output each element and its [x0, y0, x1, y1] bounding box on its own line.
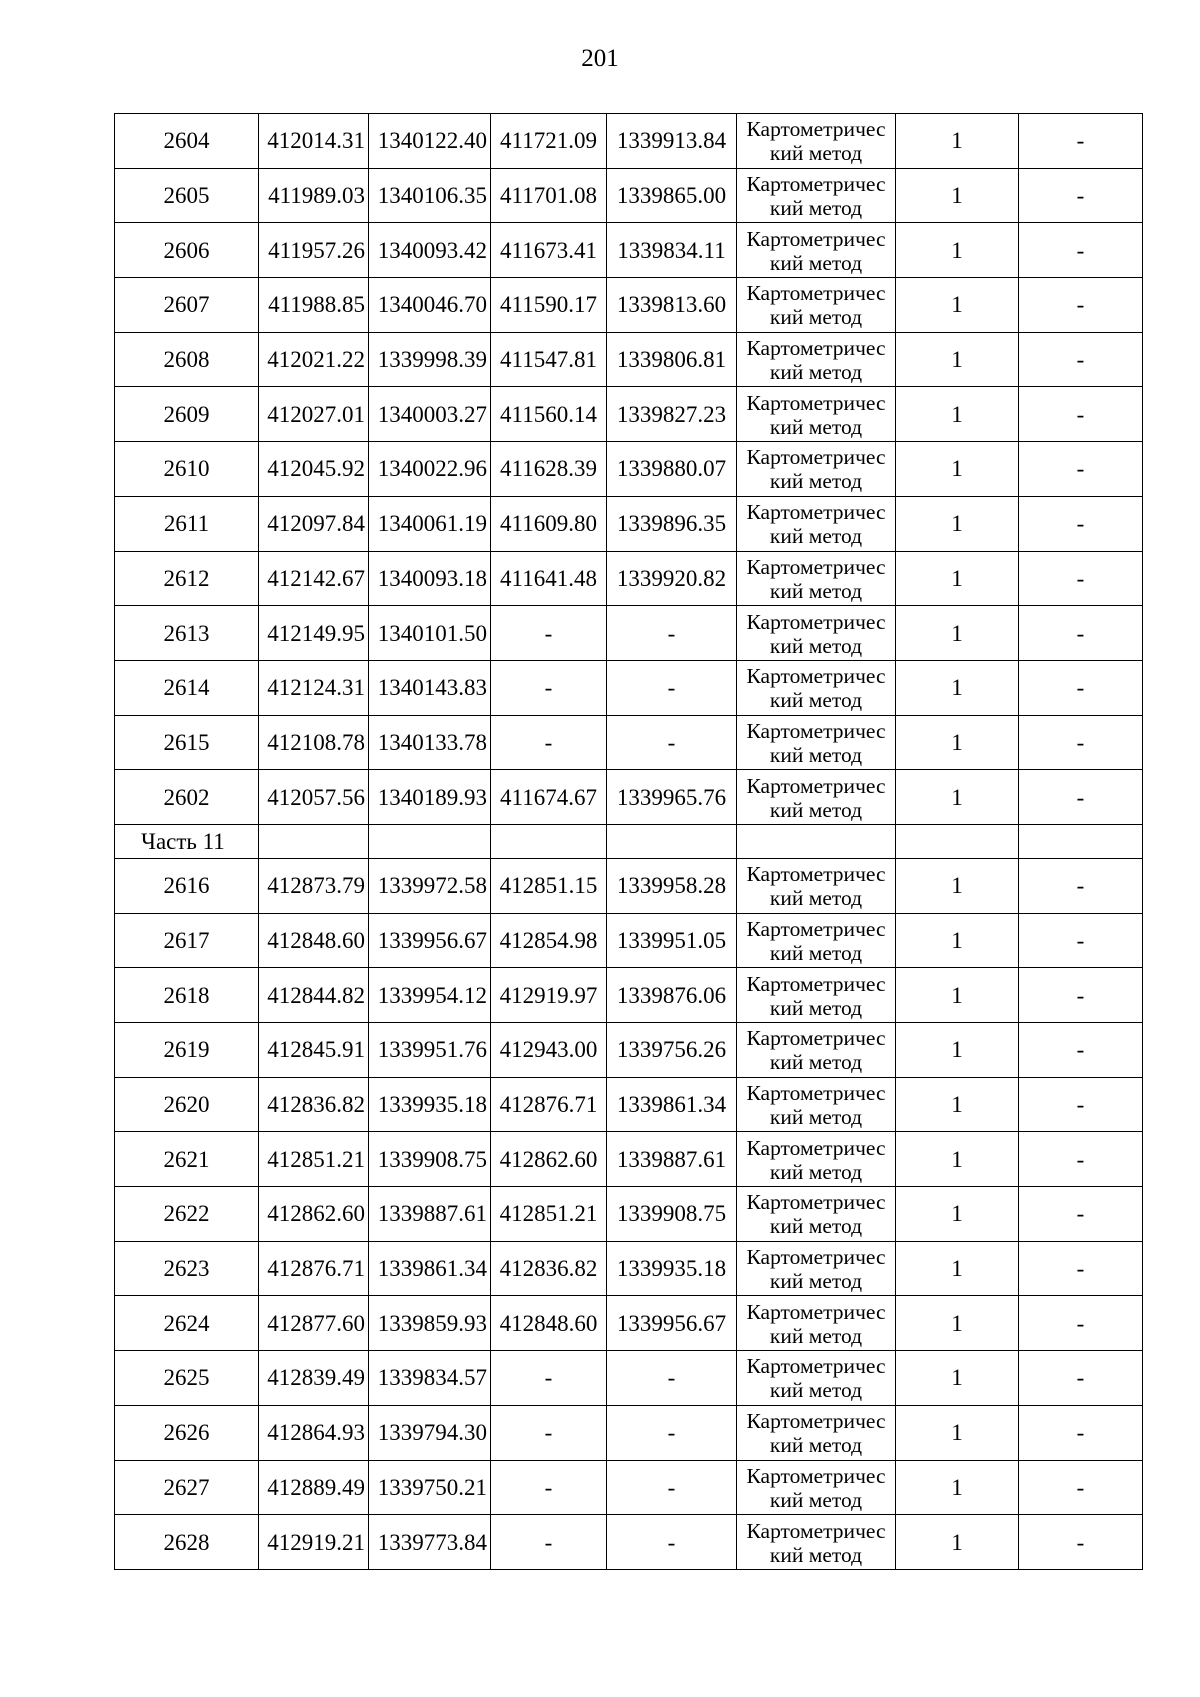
method-line-2: кий метод [769, 1433, 863, 1458]
accuracy-cell: 1 [896, 660, 1019, 715]
coordinates-table [114, 113, 1143, 1570]
table-row [115, 1460, 1143, 1515]
table-row [115, 968, 1143, 1023]
method-cell [737, 387, 896, 442]
y-new-cell: 1339935.18 [607, 1241, 737, 1296]
method-line-1: Картометричес [746, 172, 886, 197]
accuracy-cell: 1 [896, 442, 1019, 497]
accuracy-cell: 1 [896, 1351, 1019, 1406]
y-new-cell: - [607, 1351, 737, 1406]
y-old-cell: 1339935.18 [369, 1077, 491, 1132]
table-row [115, 660, 1143, 715]
method-line-1: Картометричес [746, 1081, 886, 1106]
note-cell: - [1019, 387, 1143, 442]
method-line-1: Картометричес [746, 445, 886, 470]
x-old-cell: 412919.21 [259, 1515, 369, 1570]
method-line-2: кий метод [769, 524, 863, 549]
x-new-cell: 412943.00 [491, 1023, 607, 1078]
y-old-cell: 1340189.93 [369, 770, 491, 825]
method-cell [737, 1405, 896, 1460]
method-line-2: кий метод [769, 1323, 863, 1348]
table-row [115, 223, 1143, 278]
note-cell: - [1019, 332, 1143, 387]
y-old-cell: 1339956.67 [369, 913, 491, 968]
x-new-cell: - [491, 660, 607, 715]
note-cell: - [1019, 770, 1143, 825]
point-id-cell: 2605 [115, 168, 259, 223]
y-old-cell: 1340093.18 [369, 551, 491, 606]
x-new-cell: - [491, 1460, 607, 1515]
x-old-cell: 412851.21 [259, 1132, 369, 1187]
y-old-cell: 1339750.21 [369, 1460, 491, 1515]
note-cell: - [1019, 913, 1143, 968]
y-new-cell: 1339865.00 [607, 168, 737, 223]
point-id-cell: 2604 [115, 114, 259, 169]
method-line-2: кий метод [769, 360, 863, 385]
note-cell: - [1019, 660, 1143, 715]
method-cell [737, 1241, 896, 1296]
x-old-cell: 412876.71 [259, 1241, 369, 1296]
table-row [115, 770, 1143, 825]
y-new-cell: - [607, 1515, 737, 1570]
method-cell [737, 770, 896, 825]
x-new-cell: 411721.09 [491, 114, 607, 169]
method-cell [737, 1187, 896, 1242]
empty-cell [607, 824, 737, 858]
table-row [115, 1077, 1143, 1132]
method-line-2: кий метод [769, 1378, 863, 1403]
method-line-1: Картометричес [746, 609, 886, 634]
method-cell [737, 223, 896, 278]
table-row [115, 1351, 1143, 1406]
x-old-cell: 412873.79 [259, 858, 369, 913]
y-old-cell: 1340133.78 [369, 715, 491, 770]
x-new-cell: 411673.41 [491, 223, 607, 278]
note-cell: - [1019, 442, 1143, 497]
note-cell: - [1019, 496, 1143, 551]
y-old-cell: 1340143.83 [369, 660, 491, 715]
method-cell [737, 968, 896, 1023]
method-line-2: кий метод [769, 797, 863, 822]
x-old-cell: 412045.92 [259, 442, 369, 497]
x-old-cell: 412836.82 [259, 1077, 369, 1132]
x-old-cell: 412845.91 [259, 1023, 369, 1078]
method-line-2: кий метод [769, 1487, 863, 1512]
method-line-2: кий метод [769, 1542, 863, 1567]
y-new-cell: 1339913.84 [607, 114, 737, 169]
y-new-cell: 1339806.81 [607, 332, 737, 387]
method-line-2: кий метод [769, 633, 863, 658]
x-new-cell: 411701.08 [491, 168, 607, 223]
x-new-cell: - [491, 1515, 607, 1570]
accuracy-cell: 1 [896, 1132, 1019, 1187]
accuracy-cell: 1 [896, 858, 1019, 913]
method-line-1: Картометричес [746, 862, 886, 887]
table-row [115, 168, 1143, 223]
method-cell [737, 1351, 896, 1406]
note-cell: - [1019, 168, 1143, 223]
method-line-2: кий метод [769, 688, 863, 713]
method-cell [737, 913, 896, 968]
y-old-cell: 1339773.84 [369, 1515, 491, 1570]
note-cell: - [1019, 1296, 1143, 1351]
x-new-cell: 411628.39 [491, 442, 607, 497]
table-row [115, 858, 1143, 913]
point-id-cell: 2608 [115, 332, 259, 387]
method-line-2: кий метод [769, 141, 863, 166]
method-cell [737, 332, 896, 387]
section-label: Часть 11 [115, 824, 259, 858]
method-line-1: Картометричес [746, 1026, 886, 1051]
x-old-cell: 411988.85 [259, 278, 369, 333]
accuracy-cell: 1 [896, 1460, 1019, 1515]
point-id-cell: 2609 [115, 387, 259, 442]
table-row [115, 332, 1143, 387]
note-cell: - [1019, 968, 1143, 1023]
method-line-1: Картометричес [746, 1463, 886, 1488]
point-id-cell: 2607 [115, 278, 259, 333]
empty-cell [1019, 824, 1143, 858]
y-new-cell: 1339756.26 [607, 1023, 737, 1078]
method-cell [737, 278, 896, 333]
x-old-cell: 412021.22 [259, 332, 369, 387]
y-new-cell: 1339958.28 [607, 858, 737, 913]
y-old-cell: 1339834.57 [369, 1351, 491, 1406]
accuracy-cell: 1 [896, 770, 1019, 825]
method-line-2: кий метод [769, 1105, 863, 1130]
method-line-2: кий метод [769, 414, 863, 439]
point-id-cell: 2627 [115, 1460, 259, 1515]
y-new-cell: 1339861.34 [607, 1077, 737, 1132]
x-old-cell: 412862.60 [259, 1187, 369, 1242]
method-cell [737, 1023, 896, 1078]
method-cell [737, 168, 896, 223]
note-cell: - [1019, 1023, 1143, 1078]
point-id-cell: 2624 [115, 1296, 259, 1351]
x-old-cell: 412848.60 [259, 913, 369, 968]
x-new-cell: - [491, 1351, 607, 1406]
x-new-cell: 412851.21 [491, 1187, 607, 1242]
y-old-cell: 1339887.61 [369, 1187, 491, 1242]
table-row [115, 913, 1143, 968]
y-new-cell: 1339920.82 [607, 551, 737, 606]
empty-cell [369, 824, 491, 858]
y-new-cell: 1339896.35 [607, 496, 737, 551]
y-old-cell: 1339998.39 [369, 332, 491, 387]
accuracy-cell: 1 [896, 1405, 1019, 1460]
note-cell: - [1019, 114, 1143, 169]
point-id-cell: 2619 [115, 1023, 259, 1078]
method-line-2: кий метод [769, 1159, 863, 1184]
method-line-2: кий метод [769, 995, 863, 1020]
y-new-cell: 1339834.11 [607, 223, 737, 278]
method-cell [737, 1460, 896, 1515]
accuracy-cell: 1 [896, 715, 1019, 770]
method-line-1: Картометричес [746, 1245, 886, 1270]
point-id-cell: 2610 [115, 442, 259, 497]
x-old-cell: 412149.95 [259, 606, 369, 661]
table-row [115, 1296, 1143, 1351]
y-old-cell: 1339951.76 [369, 1023, 491, 1078]
method-cell [737, 1515, 896, 1570]
y-old-cell: 1340093.42 [369, 223, 491, 278]
method-line-2: кий метод [769, 578, 863, 603]
accuracy-cell: 1 [896, 913, 1019, 968]
method-line-1: Картометричес [746, 1518, 886, 1543]
y-old-cell: 1340061.19 [369, 496, 491, 551]
x-old-cell: 412142.67 [259, 551, 369, 606]
y-new-cell: 1339951.05 [607, 913, 737, 968]
method-line-2: кий метод [769, 250, 863, 275]
method-cell [737, 114, 896, 169]
x-new-cell: 411674.67 [491, 770, 607, 825]
method-cell [737, 660, 896, 715]
point-id-cell: 2628 [115, 1515, 259, 1570]
accuracy-cell: 1 [896, 168, 1019, 223]
note-cell: - [1019, 551, 1143, 606]
accuracy-cell: 1 [896, 1077, 1019, 1132]
note-cell: - [1019, 1187, 1143, 1242]
accuracy-cell: 1 [896, 551, 1019, 606]
x-old-cell: 412839.49 [259, 1351, 369, 1406]
table-row [115, 278, 1143, 333]
y-old-cell: 1339794.30 [369, 1405, 491, 1460]
method-line-1: Картометричес [746, 500, 886, 525]
point-id-cell: 2622 [115, 1187, 259, 1242]
point-id-cell: 2617 [115, 913, 259, 968]
point-id-cell: 2616 [115, 858, 259, 913]
x-new-cell: 412836.82 [491, 1241, 607, 1296]
method-line-2: кий метод [769, 1050, 863, 1075]
empty-cell [896, 824, 1019, 858]
method-cell [737, 496, 896, 551]
x-new-cell: 412919.97 [491, 968, 607, 1023]
x-new-cell: 412876.71 [491, 1077, 607, 1132]
table-row [115, 1187, 1143, 1242]
x-new-cell: - [491, 715, 607, 770]
x-old-cell: 411989.03 [259, 168, 369, 223]
x-new-cell: 411590.17 [491, 278, 607, 333]
x-new-cell: 411547.81 [491, 332, 607, 387]
x-new-cell: 412851.15 [491, 858, 607, 913]
method-cell [737, 1077, 896, 1132]
method-line-1: Картометричес [746, 1135, 886, 1160]
x-old-cell: 412014.31 [259, 114, 369, 169]
x-old-cell: 411957.26 [259, 223, 369, 278]
accuracy-cell: 1 [896, 387, 1019, 442]
x-new-cell: 411560.14 [491, 387, 607, 442]
note-cell: - [1019, 223, 1143, 278]
y-new-cell: 1339813.60 [607, 278, 737, 333]
method-line-1: Картометричес [746, 336, 886, 361]
y-old-cell: 1339859.93 [369, 1296, 491, 1351]
method-line-1: Картометричес [746, 971, 886, 996]
method-cell [737, 858, 896, 913]
method-line-2: кий метод [769, 742, 863, 767]
y-new-cell: 1339965.76 [607, 770, 737, 825]
x-new-cell: 412848.60 [491, 1296, 607, 1351]
point-id-cell: 2620 [115, 1077, 259, 1132]
note-cell: - [1019, 606, 1143, 661]
section-header-row [115, 824, 1143, 858]
y-new-cell: - [607, 660, 737, 715]
accuracy-cell: 1 [896, 968, 1019, 1023]
method-cell [737, 715, 896, 770]
y-old-cell: 1339972.58 [369, 858, 491, 913]
y-old-cell: 1340022.96 [369, 442, 491, 497]
y-old-cell: 1339861.34 [369, 1241, 491, 1296]
point-id-cell: 2623 [115, 1241, 259, 1296]
note-cell: - [1019, 1405, 1143, 1460]
method-line-2: кий метод [769, 305, 863, 330]
method-line-2: кий метод [769, 196, 863, 221]
x-old-cell: 412889.49 [259, 1460, 369, 1515]
table-row [115, 551, 1143, 606]
accuracy-cell: 1 [896, 332, 1019, 387]
y-new-cell: 1339827.23 [607, 387, 737, 442]
method-line-1: Картометричес [746, 281, 886, 306]
method-line-1: Картометричес [746, 916, 886, 941]
y-old-cell: 1340106.35 [369, 168, 491, 223]
x-new-cell: 411641.48 [491, 551, 607, 606]
method-line-1: Картометричес [746, 718, 886, 743]
note-cell: - [1019, 1351, 1143, 1406]
note-cell: - [1019, 1460, 1143, 1515]
method-line-1: Картометричес [746, 1409, 886, 1434]
y-new-cell: 1339908.75 [607, 1187, 737, 1242]
accuracy-cell: 1 [896, 496, 1019, 551]
point-id-cell: 2614 [115, 660, 259, 715]
accuracy-cell: 1 [896, 1515, 1019, 1570]
empty-cell [259, 824, 369, 858]
y-new-cell: - [607, 1405, 737, 1460]
table-row [115, 1241, 1143, 1296]
note-cell: - [1019, 1077, 1143, 1132]
y-new-cell: - [607, 715, 737, 770]
table-row [115, 496, 1143, 551]
method-cell [737, 606, 896, 661]
point-id-cell: 2625 [115, 1351, 259, 1406]
note-cell: - [1019, 858, 1143, 913]
method-cell [737, 1296, 896, 1351]
x-old-cell: 412027.01 [259, 387, 369, 442]
y-new-cell: - [607, 606, 737, 661]
accuracy-cell: 1 [896, 1023, 1019, 1078]
table-row [115, 387, 1143, 442]
y-new-cell: 1339876.06 [607, 968, 737, 1023]
y-old-cell: 1340003.27 [369, 387, 491, 442]
x-old-cell: 412877.60 [259, 1296, 369, 1351]
point-id-cell: 2618 [115, 968, 259, 1023]
method-line-2: кий метод [769, 940, 863, 965]
note-cell: - [1019, 1241, 1143, 1296]
table-row [115, 114, 1143, 169]
note-cell: - [1019, 1132, 1143, 1187]
y-old-cell: 1339954.12 [369, 968, 491, 1023]
method-line-1: Картометричес [746, 773, 886, 798]
point-id-cell: 2621 [115, 1132, 259, 1187]
accuracy-cell: 1 [896, 1296, 1019, 1351]
accuracy-cell: 1 [896, 1187, 1019, 1242]
empty-cell [737, 824, 896, 858]
y-new-cell: 1339880.07 [607, 442, 737, 497]
y-old-cell: 1340046.70 [369, 278, 491, 333]
method-line-1: Картометричес [746, 117, 886, 142]
y-old-cell: 1340101.50 [369, 606, 491, 661]
x-new-cell: - [491, 1405, 607, 1460]
method-cell [737, 442, 896, 497]
y-old-cell: 1339908.75 [369, 1132, 491, 1187]
y-new-cell: - [607, 1460, 737, 1515]
y-new-cell: 1339887.61 [607, 1132, 737, 1187]
x-old-cell: 412864.93 [259, 1405, 369, 1460]
table-row [115, 1023, 1143, 1078]
x-old-cell: 412057.56 [259, 770, 369, 825]
y-new-cell: 1339956.67 [607, 1296, 737, 1351]
note-cell: - [1019, 1515, 1143, 1570]
method-cell [737, 551, 896, 606]
note-cell: - [1019, 278, 1143, 333]
accuracy-cell: 1 [896, 114, 1019, 169]
x-old-cell: 412108.78 [259, 715, 369, 770]
x-old-cell: 412097.84 [259, 496, 369, 551]
table-row [115, 715, 1143, 770]
method-line-2: кий метод [769, 1269, 863, 1294]
accuracy-cell: 1 [896, 223, 1019, 278]
x-old-cell: 412124.31 [259, 660, 369, 715]
point-id-cell: 2602 [115, 770, 259, 825]
point-id-cell: 2615 [115, 715, 259, 770]
method-line-1: Картометричес [746, 1299, 886, 1324]
method-line-1: Картометричес [746, 390, 886, 415]
note-cell: - [1019, 715, 1143, 770]
point-id-cell: 2606 [115, 223, 259, 278]
method-line-2: кий метод [769, 1214, 863, 1239]
method-line-1: Картометричес [746, 1354, 886, 1379]
x-new-cell: 412862.60 [491, 1132, 607, 1187]
point-id-cell: 2626 [115, 1405, 259, 1460]
table-row [115, 606, 1143, 661]
method-cell [737, 1132, 896, 1187]
point-id-cell: 2612 [115, 551, 259, 606]
empty-cell [491, 824, 607, 858]
table-row [115, 1405, 1143, 1460]
table-row [115, 1515, 1143, 1570]
x-new-cell: 412854.98 [491, 913, 607, 968]
page-number: 201 [581, 45, 619, 72]
accuracy-cell: 1 [896, 606, 1019, 661]
accuracy-cell: 1 [896, 1241, 1019, 1296]
point-id-cell: 2613 [115, 606, 259, 661]
x-new-cell: - [491, 606, 607, 661]
table-row [115, 442, 1143, 497]
point-id-cell: 2611 [115, 496, 259, 551]
table-row [115, 1132, 1143, 1187]
method-line-2: кий метод [769, 886, 863, 911]
x-new-cell: 411609.80 [491, 496, 607, 551]
table-body [115, 114, 1143, 1570]
method-line-2: кий метод [769, 469, 863, 494]
x-old-cell: 412844.82 [259, 968, 369, 1023]
method-line-1: Картометричес [746, 226, 886, 251]
method-line-1: Картометричес [746, 1190, 886, 1215]
accuracy-cell: 1 [896, 278, 1019, 333]
y-old-cell: 1340122.40 [369, 114, 491, 169]
method-line-1: Картометричес [746, 554, 886, 579]
method-line-1: Картометричес [746, 664, 886, 689]
